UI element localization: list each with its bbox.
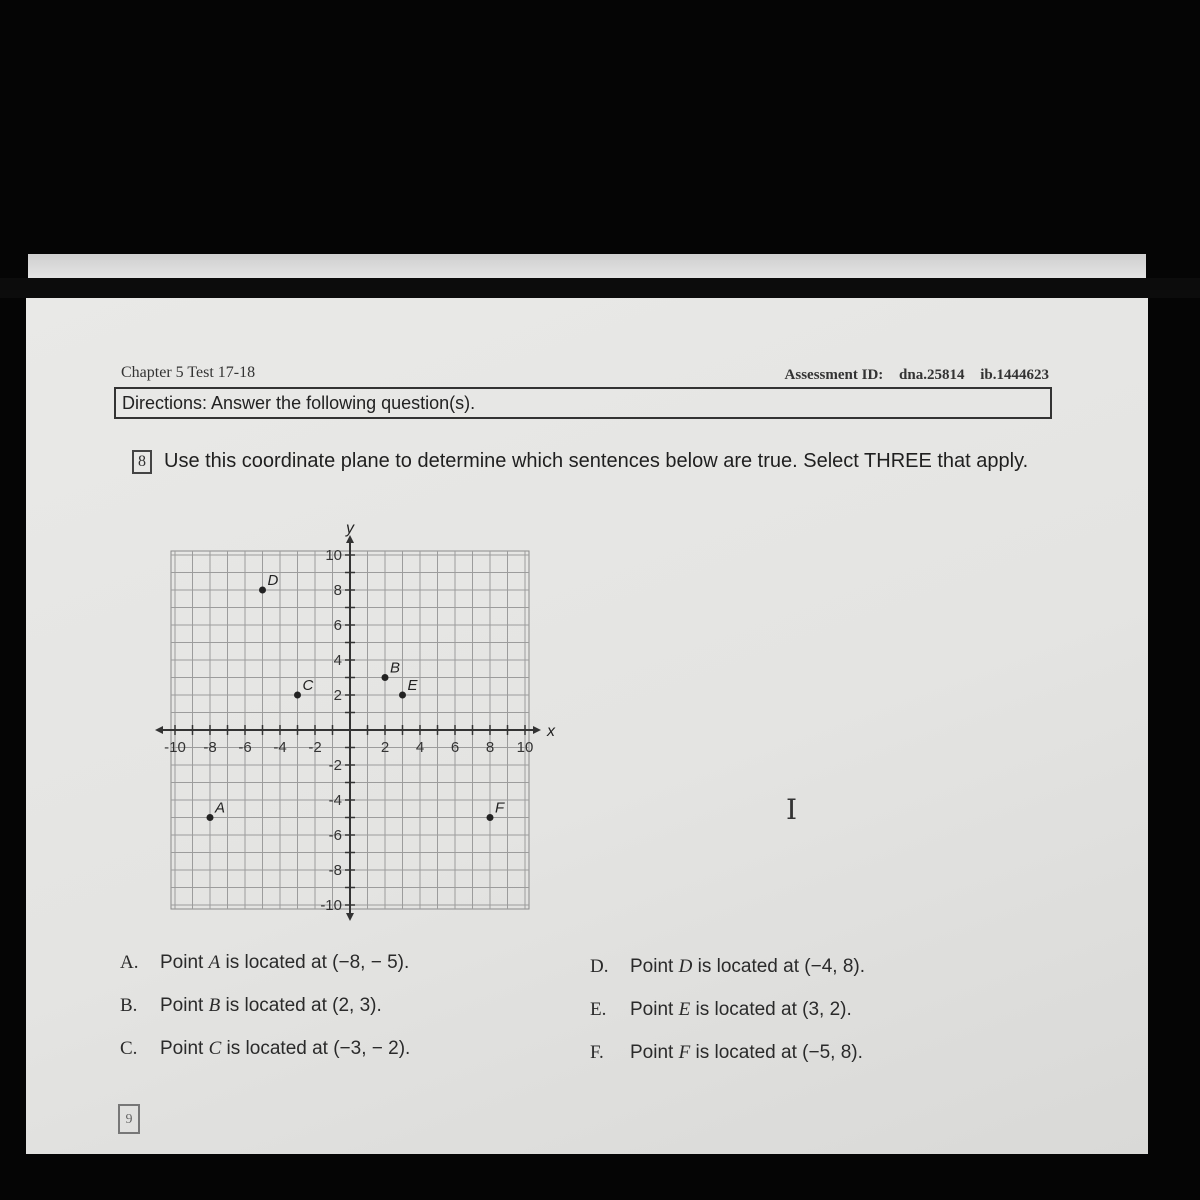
page-gap (0, 278, 1200, 298)
answer-variable: D (678, 956, 693, 977)
answer-text: Point (630, 1042, 679, 1063)
x-axis-arrow (533, 726, 541, 734)
y-axis-label: y (346, 520, 354, 537)
assessment-id-dna: dna.25814 (899, 367, 965, 383)
coordinate-plane (150, 512, 570, 922)
point-label-b: B (390, 659, 401, 677)
point-label-d: D (267, 572, 279, 589)
x-tick-label: 6 (450, 739, 460, 756)
answer-letter: D. (590, 956, 609, 977)
answer-text: is located at (−3, − 2). (221, 1038, 411, 1059)
x-tick-label: 2 (380, 739, 390, 756)
test-header (121, 362, 1049, 384)
y-tick-label: -2 (328, 757, 342, 774)
answer-e[interactable] (590, 999, 852, 1021)
point-label-a: A (215, 799, 226, 817)
answer-letter: C. (120, 1038, 138, 1059)
previous-page-edge (28, 254, 1146, 278)
answer-f[interactable] (590, 1042, 863, 1064)
answer-letter: F. (590, 1042, 604, 1063)
x-tick-label: 4 (415, 739, 425, 756)
assessment-id (773, 367, 1049, 384)
answer-letter: A. (120, 952, 139, 973)
answer-text: is located at (−8, − 5). (220, 952, 410, 973)
assessment-id-ib: ib.1444623 (980, 367, 1049, 383)
answer-text: is located at (2, 3). (220, 995, 382, 1016)
point-c (294, 692, 301, 699)
point-a (207, 814, 214, 821)
x-axis-arrow (155, 726, 163, 734)
answer-a[interactable] (120, 952, 409, 974)
question-text: Use this coordinate plane to determine which sentences below are true. Select THREE that apply. (164, 450, 1029, 472)
y-tick-label: 6 (333, 617, 342, 634)
answer-d[interactable] (590, 956, 865, 978)
x-tick-label: -8 (203, 739, 217, 756)
point-e (399, 692, 406, 699)
y-tick-label: -10 (320, 897, 342, 914)
y-tick-label: 8 (333, 582, 342, 599)
x-tick-label: -2 (308, 739, 322, 756)
next-question-number: 9 (118, 1104, 140, 1134)
answer-text: Point (160, 952, 209, 973)
y-axis-arrow (346, 913, 354, 921)
point-label-f: F (495, 799, 505, 817)
answer-text: Point (160, 1038, 209, 1059)
answer-variable: C (208, 1038, 222, 1059)
y-tick-label: -6 (328, 827, 342, 844)
x-tick-label: -4 (273, 739, 287, 756)
x-tick-label: -10 (164, 739, 186, 756)
answer-variable: B (208, 995, 221, 1016)
answer-letter: E. (590, 999, 607, 1020)
answer-variable: E (678, 999, 691, 1020)
x-tick-label: -6 (238, 739, 252, 756)
point-label-e: E (407, 677, 418, 694)
plotted-points (207, 572, 506, 821)
chapter-title: Chapter 5 Test 17-18 (121, 364, 256, 381)
answer-text: Point (630, 956, 679, 977)
y-tick-label: 4 (333, 652, 342, 669)
point-label-c: C (302, 677, 314, 694)
x-tick-label: 8 (485, 739, 495, 756)
y-tick-label: 2 (333, 687, 342, 704)
y-tick-label: 10 (325, 547, 342, 564)
x-axis-label: x (547, 723, 555, 740)
point-f (487, 814, 494, 821)
answer-text: Point (630, 999, 679, 1020)
answer-text: is located at (−5, 8). (690, 1042, 863, 1063)
answer-text: Point (160, 995, 209, 1016)
answer-choices (118, 948, 938, 1078)
y-tick-label: -4 (328, 792, 342, 809)
axes (155, 520, 556, 921)
y-tick-label: -8 (328, 862, 342, 879)
answer-text: is located at (3, 2). (690, 999, 852, 1020)
directions-box: Directions: Answer the following question(s). (114, 387, 1052, 419)
answer-c[interactable] (120, 1038, 410, 1060)
x-tick-label: 10 (516, 739, 534, 756)
point-b (382, 674, 389, 681)
answer-variable: A (208, 952, 221, 973)
point-d (259, 587, 266, 594)
answer-b[interactable] (120, 995, 382, 1017)
question-number: 8 (132, 450, 152, 474)
text-cursor-icon: I (786, 793, 798, 826)
answer-letter: B. (120, 995, 138, 1016)
assessment-label: Assessment ID: (784, 367, 884, 383)
answer-text: is located at (−4, 8). (692, 956, 865, 977)
answer-variable: F (678, 1042, 691, 1063)
